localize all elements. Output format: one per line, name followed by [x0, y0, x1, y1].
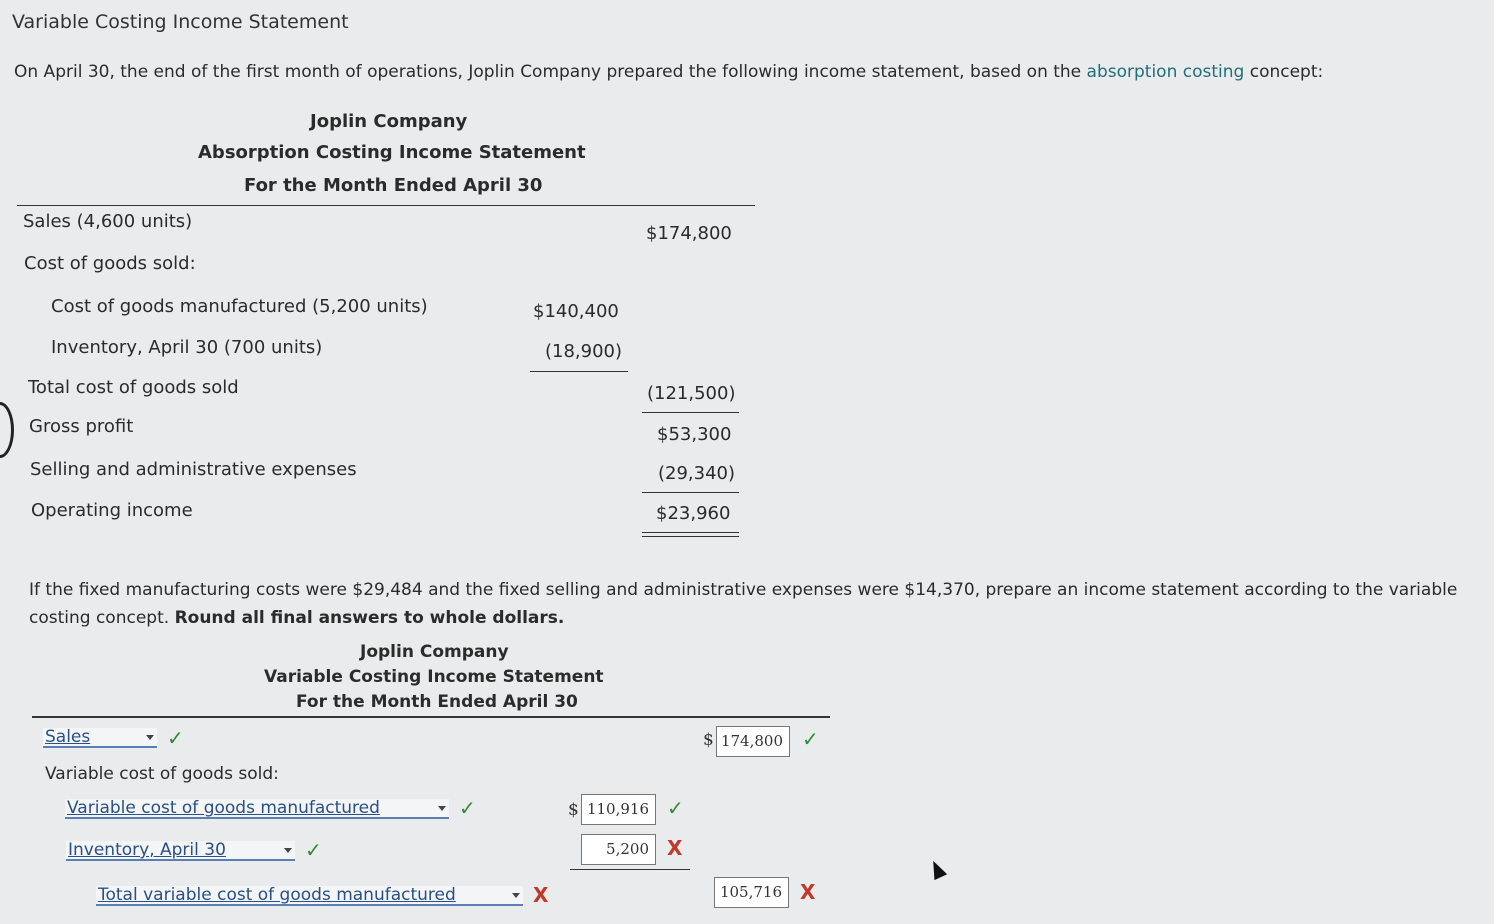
absorption-header-rule [17, 205, 755, 206]
abs-total-cogs-label: Total cost of goods sold [28, 377, 239, 398]
vcogs-label: Variable cost of goods sold: [45, 764, 279, 784]
mouse-cursor-icon [927, 858, 947, 880]
abs-inventory-value: (18,900) [545, 341, 623, 362]
page-title: Variable Costing Income Statement [12, 11, 349, 33]
total-amount-cross-icon: X [800, 880, 816, 904]
vcogm-select[interactable]: Variable cost of goods manufactured [65, 799, 449, 819]
inventory-select[interactable]: Inventory, April 30 [66, 841, 295, 861]
abs-sga-label: Selling and administrative expenses [30, 459, 357, 480]
sales-amount-input[interactable]: 174,800 [716, 726, 790, 757]
chevron-down-icon [146, 735, 154, 740]
abs-op-rule-2 [642, 536, 739, 537]
abs-op-label: Operating income [31, 500, 193, 521]
vcogm-amount-input[interactable]: 110,916 [581, 794, 656, 825]
absorption-period: For the Month Ended April 30 [244, 175, 543, 196]
inventory-amount-input[interactable]: 5,200 [581, 834, 656, 865]
abs-inventory-label: Inventory, April 30 (700 units) [51, 337, 323, 358]
variable-statement-title: Variable Costing Income Statement [264, 667, 604, 687]
absorption-statement-title: Absorption Costing Income Statement [198, 142, 586, 163]
total-vcogm-select[interactable]: Total variable cost of goods manufactured [96, 886, 523, 906]
sales-select-check-icon: ✓ [167, 726, 184, 750]
abs-sales-label: Sales (4,600 units) [23, 211, 193, 232]
inventory-amount-cross-icon: X [667, 836, 683, 860]
variable-company: Joplin Company [360, 642, 509, 662]
abs-total-cogs-rule [642, 412, 739, 413]
vcogm-select-check-icon: ✓ [459, 796, 476, 820]
abs-cogm-label: Cost of goods manufactured (5,200 units) [51, 296, 428, 317]
vcogm-dollar-sign: $ [568, 800, 579, 820]
absorption-company: Joplin Company [310, 111, 468, 132]
sales-amount-check-icon: ✓ [802, 727, 819, 751]
abs-cogm-value: $140,400 [533, 301, 619, 322]
inventory-rule [570, 869, 690, 870]
abs-gross-label: Gross profit [29, 416, 134, 437]
abs-inventory-rule [530, 371, 628, 372]
sales-select[interactable]: Sales [43, 728, 157, 748]
absorption-costing-link[interactable]: absorption costing [1086, 62, 1245, 82]
abs-cogs-label: Cost of goods sold: [24, 253, 196, 274]
abs-sga-value: (29,340) [658, 463, 736, 484]
chevron-down-icon [284, 848, 292, 853]
chevron-down-icon [438, 806, 446, 811]
inventory-select-check-icon: ✓ [305, 838, 322, 862]
left-edge-bracket [0, 402, 14, 458]
abs-total-cogs-value: (121,500) [647, 383, 736, 404]
variable-period: For the Month Ended April 30 [296, 692, 578, 712]
variable-header-rule [32, 716, 830, 718]
abs-op-rule-1 [642, 532, 739, 533]
intro-text: On April 30, the end of the first month of operations, Joplin Company prepared the following income statement, based on the absorption costing concept: [14, 62, 1324, 82]
instructions: If the fixed manufacturing costs were $29,484 and the fixed selling and administrative expenses were $14,370, prepare an income statement according to the variable costing concept. Round all final answers to whole dollars. [29, 580, 1458, 628]
chevron-down-icon [512, 893, 520, 898]
vcogm-amount-check-icon: ✓ [667, 796, 684, 820]
abs-sales-value: $174,800 [646, 223, 732, 244]
abs-gross-value: $53,300 [657, 424, 732, 445]
sales-dollar-sign: $ [703, 730, 714, 750]
total-amount-input[interactable]: 105,716 [714, 877, 789, 908]
total-select-cross-icon: X [533, 883, 549, 907]
abs-sga-rule [642, 492, 739, 493]
abs-op-value: $23,960 [656, 503, 731, 524]
